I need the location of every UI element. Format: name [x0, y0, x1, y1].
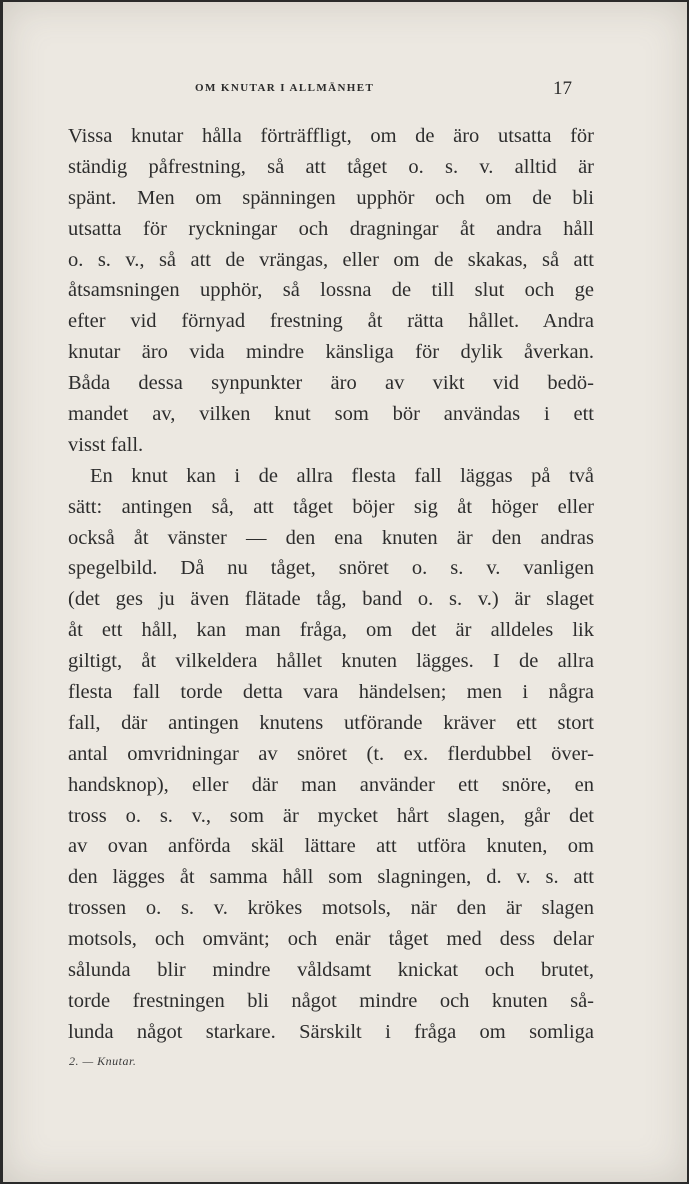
- text-line: visst fall.: [68, 433, 144, 456]
- text-line: mandet av, vilken knut som bör användas i ett: [68, 403, 594, 426]
- text-line: Vissa knutar hålla förträffligt, om de äro utsatta för: [68, 125, 594, 147]
- page-header: [3, 78, 687, 102]
- text-line: också åt vänster — den ena knuten är den andras: [68, 526, 594, 549]
- running-head: OM KNUTAR I ALLMÄNHET: [195, 82, 375, 94]
- text-line: Båda dessa synpunkter äro av vikt vid bedö-: [68, 372, 594, 395]
- text-line: fall, där antingen knutens utförande kräver ett stort: [68, 711, 594, 734]
- text-line: av ovan anförda skäl lättare att utföra knuten, om: [68, 835, 594, 858]
- text-line: torde frestningen bli något mindre och knuten så-: [68, 989, 594, 1012]
- body-text: [68, 121, 594, 1048]
- text-line: spegelbild. Då nu tåget, snöret o. s. v. vanligen: [68, 557, 594, 580]
- text-line: sålunda blir mindre våldsamt knickat och brutet,: [68, 959, 594, 982]
- text-line: den lägges åt samma håll som slagningen, d. v. s. att: [68, 866, 594, 889]
- book-page: [3, 2, 687, 1182]
- text-line: åt ett håll, kan man fråga, om det är alldeles lik: [68, 619, 594, 642]
- signature-mark: 2. — Knutar.: [69, 1054, 137, 1068]
- text-line: knutar äro vida mindre känsliga för dylik åverkan.: [68, 341, 594, 364]
- text-line: En knut kan i de allra flesta fall läggas på två: [90, 464, 594, 487]
- page-number: 17: [553, 78, 572, 99]
- text-line: motsols, och omvänt; och enär tåget med dess delar: [68, 928, 594, 951]
- text-line: spänt. Men om spänningen upphör och om de bli: [68, 186, 594, 209]
- text-line: utsatta för ryckningar och dragningar åt andra håll: [68, 217, 594, 240]
- text-line: sätt: antingen så, att tåget böjer sig åt höger eller: [68, 495, 594, 518]
- text-line: lunda något starkare. Särskilt i fråga om somliga: [68, 1020, 594, 1043]
- text-line: (det ges ju även flätade tåg, band o. s. v.) är slaget: [68, 588, 594, 611]
- text-line: flesta fall torde detta vara händelsen; men i några: [68, 681, 594, 704]
- text-line: ständig påfrestning, så att tåget o. s. v. alltid är: [68, 155, 594, 178]
- text-line: o. s. v., så att de vrängas, eller om de skakas, så att: [68, 248, 594, 271]
- text-line: handsknop), eller där man använder ett snöre, en: [68, 773, 594, 796]
- text-line: efter vid förnyad frestning åt rätta hållet. Andra: [68, 310, 594, 333]
- text-line: tross o. s. v., som är mycket hårt slagen, går det: [68, 804, 594, 827]
- text-line: trossen o. s. v. krökes motsols, när den är slagen: [68, 897, 594, 920]
- text-line: åtsamsningen upphör, så lossna de till slut och ge: [68, 279, 594, 302]
- text-line: giltigt, åt vilkeldera hållet knuten lägges. I de allra: [68, 650, 594, 673]
- text-line: antal omvridningar av snöret (t. ex. flerdubbel över-: [68, 742, 594, 765]
